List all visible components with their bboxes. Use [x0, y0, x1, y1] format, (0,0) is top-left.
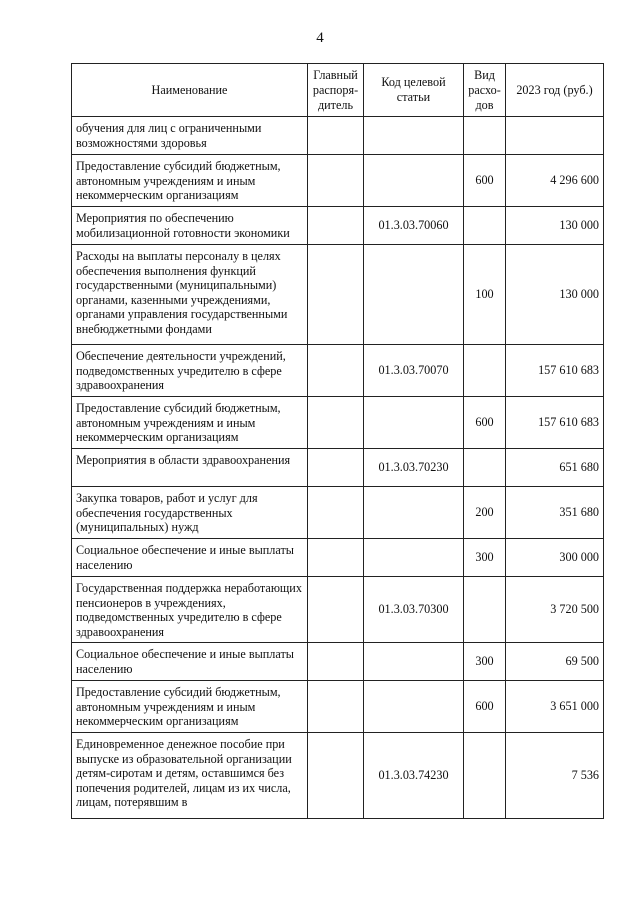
- table-row: [72, 539, 604, 577]
- cell-type: 200: [464, 487, 506, 539]
- cell-manager: [308, 643, 364, 681]
- table-row: [72, 733, 604, 819]
- table-row: [72, 577, 604, 643]
- cell-code: 01.3.03.74230: [364, 733, 464, 819]
- cell-type: [464, 449, 506, 487]
- table-row: [72, 397, 604, 449]
- cell-name: Обеспечение деятельности учреждений, подведомственных учредителю в сфере здравоохранения: [72, 345, 308, 397]
- cell-name: Мероприятия в области здравоохранения: [72, 449, 308, 487]
- cell-code: [364, 539, 464, 577]
- cell-manager: [308, 577, 364, 643]
- cell-amount: 157 610 683: [506, 345, 604, 397]
- header-manager: Главный распоря-дитель: [308, 64, 364, 117]
- table-row: [72, 487, 604, 539]
- cell-type: 300: [464, 643, 506, 681]
- cell-manager: [308, 245, 364, 345]
- cell-code: [364, 117, 464, 155]
- cell-code: [364, 397, 464, 449]
- table-row: [72, 245, 604, 345]
- cell-manager: [308, 397, 364, 449]
- cell-type: 100: [464, 245, 506, 345]
- cell-type: [464, 577, 506, 643]
- cell-name: Закупка товаров, работ и услуг для обеспечения государственных (муниципальных) нужд: [72, 487, 308, 539]
- cell-code: [364, 681, 464, 733]
- cell-name: Расходы на выплаты персоналу в целях обеспечения выполнения функций государственными (муниципальными) органами, казенными учреждениями, органами управления государственными внебюджетными фондами: [72, 245, 308, 345]
- cell-code: [364, 643, 464, 681]
- cell-amount: 300 000: [506, 539, 604, 577]
- cell-name: Предоставление субсидий бюджетным, автономным учреждениям и иным некоммерческим организациям: [72, 681, 308, 733]
- cell-amount: [506, 117, 604, 155]
- cell-code: [364, 487, 464, 539]
- cell-type: 600: [464, 681, 506, 733]
- cell-amount: 7 536: [506, 733, 604, 819]
- cell-type: 300: [464, 539, 506, 577]
- cell-manager: [308, 733, 364, 819]
- cell-manager: [308, 207, 364, 245]
- cell-amount: 130 000: [506, 207, 604, 245]
- cell-name: Предоставление субсидий бюджетным, автономным учреждениям и иным некоммерческим организациям: [72, 155, 308, 207]
- cell-code: 01.3.03.70300: [364, 577, 464, 643]
- table-row: [72, 449, 604, 487]
- cell-manager: [308, 539, 364, 577]
- cell-type: 600: [464, 155, 506, 207]
- cell-amount: 157 610 683: [506, 397, 604, 449]
- cell-amount: 3 720 500: [506, 577, 604, 643]
- cell-manager: [308, 487, 364, 539]
- cell-type: [464, 345, 506, 397]
- header-type: Вид расхо-дов: [464, 64, 506, 117]
- cell-amount: 351 680: [506, 487, 604, 539]
- header-code: Код целевой статьи: [364, 64, 464, 117]
- cell-name: обучения для лиц с ограниченными возможностями здоровья: [72, 117, 308, 155]
- table-row: [72, 155, 604, 207]
- table-header-row: [72, 64, 604, 117]
- cell-amount: 130 000: [506, 245, 604, 345]
- cell-amount: 69 500: [506, 643, 604, 681]
- cell-type: [464, 733, 506, 819]
- cell-code: [364, 245, 464, 345]
- table-row: [72, 345, 604, 397]
- cell-amount: 651 680: [506, 449, 604, 487]
- page-number: 4: [316, 30, 324, 46]
- cell-manager: [308, 117, 364, 155]
- cell-name: Мероприятия по обеспечению мобилизационной готовности экономики: [72, 207, 308, 245]
- table-row: [72, 681, 604, 733]
- cell-manager: [308, 449, 364, 487]
- cell-type: 600: [464, 397, 506, 449]
- cell-manager: [308, 345, 364, 397]
- cell-name: Социальное обеспечение и иные выплаты населению: [72, 539, 308, 577]
- cell-amount: 4 296 600: [506, 155, 604, 207]
- cell-manager: [308, 681, 364, 733]
- header-amount: 2023 год (руб.): [506, 64, 604, 117]
- cell-code: 01.3.03.70070: [364, 345, 464, 397]
- cell-amount: 3 651 000: [506, 681, 604, 733]
- cell-code: 01.3.03.70230: [364, 449, 464, 487]
- cell-name: Единовременное денежное пособие при выпуске из образовательной организации детям-сиротам и детям, оставшимся без попечения родителей, лицам из их числа, лицам, потерявшим в: [72, 733, 308, 819]
- cell-code: 01.3.03.70060: [364, 207, 464, 245]
- cell-name: Социальное обеспечение и иные выплаты населению: [72, 643, 308, 681]
- table-row: [72, 207, 604, 245]
- budget-table: [71, 63, 604, 819]
- cell-type: [464, 207, 506, 245]
- cell-name: Предоставление субсидий бюджетным, автономным учреждениям и иным некоммерческим организациям: [72, 397, 308, 449]
- cell-type: [464, 117, 506, 155]
- table-row: [72, 643, 604, 681]
- table-body: [72, 117, 604, 819]
- cell-manager: [308, 155, 364, 207]
- cell-code: [364, 155, 464, 207]
- header-name: Наименование: [72, 64, 308, 117]
- table-row: [72, 117, 604, 155]
- cell-name: Государственная поддержка неработающих пенсионеров в учреждениях, подведомственных учредителю в сфере здравоохранения: [72, 577, 308, 643]
